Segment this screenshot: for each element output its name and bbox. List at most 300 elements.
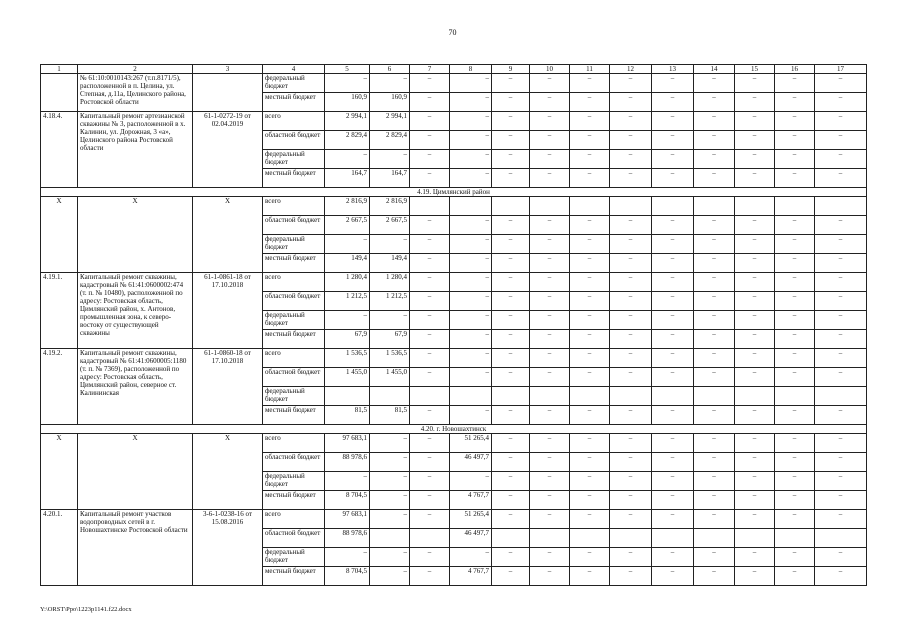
cell-col16: –: [775, 434, 815, 453]
item-number: [41, 74, 78, 112]
cell-col9: –: [492, 112, 530, 131]
cell-col5: –: [325, 150, 370, 169]
cell-col13: –: [652, 235, 694, 254]
cell-col14: –: [694, 112, 735, 131]
funding-source: местный бюджет: [263, 254, 325, 273]
cell-col11: –: [570, 216, 610, 235]
cell-col7: –: [410, 491, 450, 510]
cell-col13: –: [652, 434, 694, 453]
cell-col11: –: [570, 453, 610, 472]
object-name: Х: [78, 434, 193, 510]
cell-col5: 1 455,0: [325, 368, 370, 387]
cell-col7: [410, 387, 450, 406]
funding-source: всего: [263, 434, 325, 453]
cell-col14: –: [694, 472, 735, 491]
funding-source: местный бюджет: [263, 93, 325, 112]
footer-file-path: Y:\ORST\Ppo\1223p1141.f22.docx: [40, 606, 132, 613]
document-ref: 61-1-0860-18 от 17.10.2018: [193, 349, 263, 425]
cell-col11: –: [570, 74, 610, 93]
cell-col12: –: [610, 548, 652, 567]
cell-col16: –: [775, 349, 815, 368]
cell-col13: –: [652, 131, 694, 150]
cell-col13: –: [652, 349, 694, 368]
cell-col7: [410, 197, 450, 216]
cell-col10: –: [530, 453, 570, 472]
cell-col16: [775, 197, 815, 216]
cell-col13: –: [652, 254, 694, 273]
item-number: 4.20.1.: [41, 510, 78, 586]
cell-col7: –: [410, 131, 450, 150]
funding-source: всего: [263, 349, 325, 368]
cell-col5: –: [325, 235, 370, 254]
cell-col8: –: [450, 406, 492, 425]
cell-col7: –: [410, 406, 450, 425]
cell-col9: –: [492, 491, 530, 510]
cell-col5: –: [325, 472, 370, 491]
cell-col15: –: [735, 273, 775, 292]
cell-col14: –: [694, 235, 735, 254]
cell-col12: –: [610, 216, 652, 235]
cell-col5: 97 683,1: [325, 434, 370, 453]
cell-col10: –: [530, 368, 570, 387]
cell-col12: [610, 529, 652, 548]
item-number: 4.19.1.: [41, 273, 78, 349]
cell-col16: –: [775, 510, 815, 529]
cell-col8: 51 265,4: [450, 510, 492, 529]
cell-col8: –: [450, 216, 492, 235]
cell-col16: –: [775, 548, 815, 567]
cell-col16: –: [775, 453, 815, 472]
funding-source: всего: [263, 197, 325, 216]
cell-col13: –: [652, 273, 694, 292]
column-number: 6: [370, 65, 410, 74]
column-number: 11: [570, 65, 610, 74]
cell-col16: –: [775, 150, 815, 169]
document-ref: Х: [193, 197, 263, 273]
column-number: 10: [530, 65, 570, 74]
cell-col10: –: [530, 93, 570, 112]
cell-col5: 88 978,6: [325, 529, 370, 548]
cell-col8: –: [450, 93, 492, 112]
cell-col5: 149,4: [325, 254, 370, 273]
cell-col5: 2 667,5: [325, 216, 370, 235]
section-row: [41, 425, 867, 434]
cell-col15: –: [735, 406, 775, 425]
column-number: 5: [325, 65, 370, 74]
cell-col7: –: [410, 453, 450, 472]
cell-col17: [815, 197, 867, 216]
cell-col12: –: [610, 567, 652, 586]
cell-col11: –: [570, 472, 610, 491]
cell-col10: –: [530, 567, 570, 586]
cell-col9: –: [492, 216, 530, 235]
document-ref: 3-6-1-0238-16 от 15.08.2016: [193, 510, 263, 586]
cell-col12: –: [610, 93, 652, 112]
cell-col7: –: [410, 368, 450, 387]
cell-col7: –: [410, 349, 450, 368]
cell-col11: [570, 197, 610, 216]
cell-col6: 1 280,4: [370, 273, 410, 292]
cell-col11: –: [570, 406, 610, 425]
budget-table: [40, 64, 867, 586]
cell-col10: –: [530, 330, 570, 349]
cell-col14: –: [694, 93, 735, 112]
cell-col16: –: [775, 235, 815, 254]
cell-col11: –: [570, 491, 610, 510]
cell-col7: –: [410, 548, 450, 567]
cell-col13: –: [652, 510, 694, 529]
cell-col8: 4 767,7: [450, 491, 492, 510]
object-name: Х: [78, 197, 193, 273]
cell-col15: –: [735, 216, 775, 235]
cell-col14: –: [694, 406, 735, 425]
cell-col11: –: [570, 254, 610, 273]
cell-col6: 149,4: [370, 254, 410, 273]
cell-col12: –: [610, 150, 652, 169]
cell-col10: –: [530, 254, 570, 273]
object-name: Капитальный ремонт участков водопроводных сетей в г. Новошахтинске Ростовской области: [78, 510, 193, 586]
cell-col17: –: [815, 216, 867, 235]
cell-col15: –: [735, 169, 775, 188]
cell-col11: –: [570, 567, 610, 586]
cell-col5: 67,9: [325, 330, 370, 349]
funding-source: федеральный бюджет: [263, 311, 325, 330]
cell-col5: 2 816,9: [325, 197, 370, 216]
cell-col6: –: [370, 74, 410, 93]
cell-col11: –: [570, 349, 610, 368]
cell-col6: –: [370, 548, 410, 567]
document-ref: 61-1-0861-18 от 17.10.2018: [193, 273, 263, 349]
cell-col15: –: [735, 368, 775, 387]
cell-col6: –: [370, 434, 410, 453]
cell-col13: –: [652, 150, 694, 169]
cell-col6: –: [370, 311, 410, 330]
cell-col6: 1 455,0: [370, 368, 410, 387]
cell-col6: –: [370, 453, 410, 472]
column-number: 14: [694, 65, 735, 74]
cell-col9: –: [492, 254, 530, 273]
cell-col8: –: [450, 169, 492, 188]
cell-col13: –: [652, 368, 694, 387]
cell-col11: –: [570, 93, 610, 112]
cell-col8: –: [450, 150, 492, 169]
column-number: 12: [610, 65, 652, 74]
object-name: Капитальный ремонт скважины, кадастровый № 61:41:0600005:1180 (т. п. № 7369), расположенной по адресу: Ростовская область, Цимлянский район, северное ст. Калининская: [78, 349, 193, 425]
cell-col14: –: [694, 273, 735, 292]
cell-col14: –: [694, 491, 735, 510]
cell-col10: [530, 197, 570, 216]
cell-col16: –: [775, 472, 815, 491]
cell-col7: –: [410, 216, 450, 235]
column-number: 17: [815, 65, 867, 74]
cell-col16: –: [775, 491, 815, 510]
cell-col14: –: [694, 330, 735, 349]
cell-col5: 81,5: [325, 406, 370, 425]
cell-col12: –: [610, 491, 652, 510]
cell-col12: –: [610, 311, 652, 330]
cell-col8: [450, 387, 492, 406]
column-number: 1: [41, 65, 78, 74]
cell-col8: –: [450, 131, 492, 150]
cell-col17: –: [815, 292, 867, 311]
cell-col10: –: [530, 548, 570, 567]
cell-col12: –: [610, 273, 652, 292]
cell-col15: –: [735, 74, 775, 93]
cell-col5: 88 978,6: [325, 453, 370, 472]
cell-col13: –: [652, 74, 694, 93]
cell-col9: –: [492, 74, 530, 93]
cell-col14: [694, 529, 735, 548]
cell-col15: –: [735, 235, 775, 254]
cell-col10: –: [530, 292, 570, 311]
cell-col9: –: [492, 368, 530, 387]
cell-col15: –: [735, 491, 775, 510]
cell-col13: –: [652, 169, 694, 188]
cell-col12: –: [610, 510, 652, 529]
column-number: 13: [652, 65, 694, 74]
cell-col15: –: [735, 254, 775, 273]
cell-col6: 1 212,5: [370, 292, 410, 311]
cell-col9: –: [492, 548, 530, 567]
cell-col9: –: [492, 510, 530, 529]
cell-col9: –: [492, 349, 530, 368]
cell-col17: –: [815, 235, 867, 254]
cell-col7: [410, 529, 450, 548]
cell-col9: –: [492, 273, 530, 292]
cell-col15: –: [735, 548, 775, 567]
cell-col12: [610, 387, 652, 406]
cell-col6: 164,7: [370, 169, 410, 188]
cell-col6: –: [370, 510, 410, 529]
cell-col6: 1 536,5: [370, 349, 410, 368]
funding-source: местный бюджет: [263, 406, 325, 425]
cell-col14: –: [694, 434, 735, 453]
cell-col17: –: [815, 254, 867, 273]
cell-col5: 2 829,4: [325, 131, 370, 150]
cell-col14: –: [694, 548, 735, 567]
cell-col13: [652, 387, 694, 406]
table-row: [41, 112, 867, 131]
funding-source: федеральный бюджет: [263, 472, 325, 491]
cell-col10: –: [530, 169, 570, 188]
item-number: Х: [41, 434, 78, 510]
cell-col9: –: [492, 150, 530, 169]
cell-col15: [735, 529, 775, 548]
cell-col14: –: [694, 368, 735, 387]
funding-source: всего: [263, 273, 325, 292]
cell-col9: –: [492, 472, 530, 491]
column-number: 4: [263, 65, 325, 74]
cell-col17: –: [815, 150, 867, 169]
cell-col10: –: [530, 434, 570, 453]
cell-col17: –: [815, 74, 867, 93]
cell-col6: 2 829,4: [370, 131, 410, 150]
cell-col16: –: [775, 74, 815, 93]
cell-col6: 2 816,9: [370, 197, 410, 216]
cell-col15: –: [735, 453, 775, 472]
cell-col17: –: [815, 93, 867, 112]
cell-col16: –: [775, 330, 815, 349]
cell-col11: –: [570, 330, 610, 349]
cell-col13: –: [652, 453, 694, 472]
table-row: [41, 74, 867, 93]
table-row: [41, 349, 867, 368]
cell-col6: –: [370, 491, 410, 510]
cell-col6: 2 667,5: [370, 216, 410, 235]
cell-col14: –: [694, 567, 735, 586]
cell-col10: –: [530, 74, 570, 93]
cell-col15: –: [735, 112, 775, 131]
cell-col14: [694, 197, 735, 216]
cell-col8: [450, 197, 492, 216]
cell-col12: –: [610, 112, 652, 131]
cell-col7: –: [410, 93, 450, 112]
cell-col16: [775, 387, 815, 406]
cell-col5: 160,9: [325, 93, 370, 112]
document-ref: [193, 74, 263, 112]
cell-col9: –: [492, 235, 530, 254]
cell-col16: –: [775, 254, 815, 273]
cell-col8: –: [450, 292, 492, 311]
document-ref: 61-1-0272-19 от 02.04.2019: [193, 112, 263, 188]
cell-col17: –: [815, 510, 867, 529]
cell-col16: –: [775, 131, 815, 150]
cell-col15: –: [735, 510, 775, 529]
funding-source: областной бюджет: [263, 368, 325, 387]
cell-col14: –: [694, 150, 735, 169]
cell-col7: –: [410, 112, 450, 131]
cell-col16: –: [775, 311, 815, 330]
cell-col7: –: [410, 235, 450, 254]
cell-col6: [370, 387, 410, 406]
cell-col7: –: [410, 254, 450, 273]
cell-col17: –: [815, 406, 867, 425]
cell-col10: –: [530, 406, 570, 425]
cell-col7: –: [410, 434, 450, 453]
cell-col17: –: [815, 311, 867, 330]
cell-col8: –: [450, 311, 492, 330]
cell-col14: –: [694, 254, 735, 273]
cell-col11: –: [570, 112, 610, 131]
cell-col17: –: [815, 472, 867, 491]
column-number: 7: [410, 65, 450, 74]
cell-col6: –: [370, 472, 410, 491]
cell-col12: –: [610, 434, 652, 453]
funding-source: федеральный бюджет: [263, 150, 325, 169]
cell-col17: –: [815, 548, 867, 567]
table-row: [41, 510, 867, 529]
cell-col9: –: [492, 93, 530, 112]
cell-col10: –: [530, 491, 570, 510]
cell-col9: [492, 197, 530, 216]
cell-col15: –: [735, 93, 775, 112]
cell-col5: 1 536,5: [325, 349, 370, 368]
cell-col8: –: [450, 112, 492, 131]
funding-source: всего: [263, 112, 325, 131]
cell-col8: –: [450, 235, 492, 254]
cell-col11: –: [570, 510, 610, 529]
funding-source: областной бюджет: [263, 292, 325, 311]
cell-col15: –: [735, 349, 775, 368]
cell-col7: –: [410, 169, 450, 188]
cell-col13: [652, 529, 694, 548]
item-number: 4.18.4.: [41, 112, 78, 188]
cell-col8: –: [450, 74, 492, 93]
cell-col13: –: [652, 311, 694, 330]
cell-col15: [735, 197, 775, 216]
cell-col11: –: [570, 169, 610, 188]
cell-col6: –: [370, 235, 410, 254]
cell-col15: –: [735, 131, 775, 150]
cell-col14: –: [694, 311, 735, 330]
cell-col16: –: [775, 368, 815, 387]
funding-source: областной бюджет: [263, 131, 325, 150]
cell-col5: 2 994,1: [325, 112, 370, 131]
object-name: Капитальный ремонт артезианской скважины № 3, расположенной в х. Калинин, ул. Дорожная, 3 «а», Целинского района Ростовской области: [78, 112, 193, 188]
cell-col12: –: [610, 330, 652, 349]
cell-col13: –: [652, 93, 694, 112]
cell-col13: –: [652, 406, 694, 425]
table-row: [41, 197, 867, 216]
cell-col14: –: [694, 169, 735, 188]
cell-col14: –: [694, 453, 735, 472]
cell-col9: –: [492, 169, 530, 188]
cell-col11: –: [570, 292, 610, 311]
funding-source: областной бюджет: [263, 216, 325, 235]
cell-col6: 160,9: [370, 93, 410, 112]
cell-col9: –: [492, 131, 530, 150]
cell-col5: 1 280,4: [325, 273, 370, 292]
cell-col17: –: [815, 330, 867, 349]
cell-col5: [325, 387, 370, 406]
funding-source: федеральный бюджет: [263, 235, 325, 254]
funding-source: местный бюджет: [263, 330, 325, 349]
cell-col5: 97 683,1: [325, 510, 370, 529]
cell-col7: –: [410, 150, 450, 169]
item-number: 4.19.2.: [41, 349, 78, 425]
cell-col15: [735, 387, 775, 406]
cell-col9: –: [492, 453, 530, 472]
cell-col12: –: [610, 131, 652, 150]
cell-col6: 2 994,1: [370, 112, 410, 131]
cell-col16: –: [775, 216, 815, 235]
cell-col13: [652, 197, 694, 216]
cell-col16: [775, 529, 815, 548]
cell-col17: –: [815, 434, 867, 453]
cell-col15: –: [735, 292, 775, 311]
cell-col15: –: [735, 567, 775, 586]
cell-col17: –: [815, 273, 867, 292]
cell-col15: –: [735, 434, 775, 453]
cell-col7: –: [410, 273, 450, 292]
document-ref: Х: [193, 434, 263, 510]
cell-col11: –: [570, 368, 610, 387]
cell-col6: 81,5: [370, 406, 410, 425]
cell-col14: –: [694, 131, 735, 150]
cell-col14: –: [694, 74, 735, 93]
cell-col11: –: [570, 273, 610, 292]
cell-col17: –: [815, 112, 867, 131]
cell-col11: –: [570, 235, 610, 254]
section-title: 4.20. г. Новошахтинск: [41, 425, 867, 434]
cell-col16: –: [775, 292, 815, 311]
cell-col9: –: [492, 434, 530, 453]
cell-col16: –: [775, 93, 815, 112]
cell-col15: –: [735, 150, 775, 169]
cell-col6: –: [370, 567, 410, 586]
cell-col10: –: [530, 150, 570, 169]
funding-source: местный бюджет: [263, 491, 325, 510]
